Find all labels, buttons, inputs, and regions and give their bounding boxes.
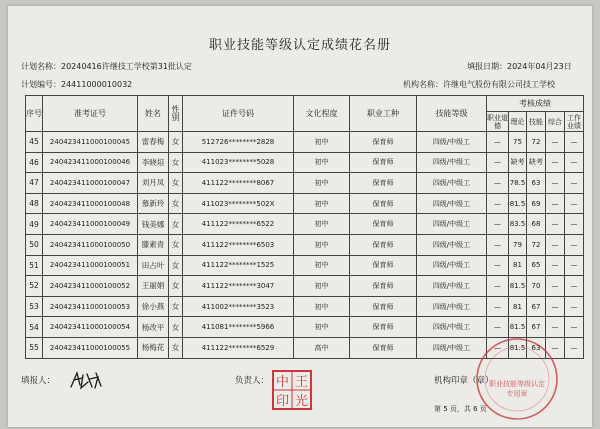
- cell-theory: 81: [509, 255, 527, 276]
- table-row: [26, 317, 584, 338]
- table-row: [26, 255, 584, 276]
- page-number: 第 5 页，共 6 页: [434, 405, 487, 413]
- cell-edu: 初中: [294, 132, 350, 153]
- cell-level: 四级/中级工: [417, 193, 487, 214]
- cell-skill: 缺考: [527, 152, 546, 173]
- cell-perf: —: [565, 317, 584, 338]
- cell-edu: 初中: [294, 193, 350, 214]
- cell-edu: 初中: [294, 173, 350, 194]
- cell-level: 四级/中级工: [417, 276, 487, 297]
- table-row: [26, 132, 584, 153]
- header-cert-no: 准考证号: [43, 96, 138, 132]
- organization: 机构名称：许继电气股份有限公司技工学校: [403, 80, 555, 89]
- cell-theory: 79: [509, 234, 527, 255]
- cell-name: 田占叶: [138, 255, 169, 276]
- cell-id: 411122********6503: [183, 234, 294, 255]
- cell-theory: 75: [509, 132, 527, 153]
- cell-theory: 81.5: [509, 276, 527, 297]
- cell-skill: 72: [527, 234, 546, 255]
- cell-overall: —: [546, 337, 565, 358]
- cell-ethics: —: [487, 132, 509, 153]
- cell-overall: —: [546, 317, 565, 338]
- cell-edu: 初中: [294, 152, 350, 173]
- cell-cert: 240423411000100053: [43, 296, 138, 317]
- cell-id: 411122********8067: [183, 173, 294, 194]
- cell-skill: 67: [527, 296, 546, 317]
- cell-seq: 45: [26, 132, 43, 153]
- cell-sex: 女: [169, 214, 183, 235]
- cell-cert: 240423411000100050: [43, 234, 138, 255]
- cell-id: 411023********502X: [183, 193, 294, 214]
- cell-id: 411081********5966: [183, 317, 294, 338]
- cell-ethics: —: [487, 152, 509, 173]
- subheader-overall: 综合: [546, 112, 565, 132]
- cell-perf: —: [565, 132, 584, 153]
- cell-skill: 65: [527, 255, 546, 276]
- cell-id: 512726********2828: [183, 132, 294, 153]
- cell-cert: 240423411000100048: [43, 193, 138, 214]
- seal-label: 机构印章（章）: [434, 376, 494, 386]
- cell-level: 四级/中级工: [417, 255, 487, 276]
- cell-cert: 240423411000100049: [43, 214, 138, 235]
- cell-overall: —: [546, 296, 565, 317]
- cell-seq: 55: [26, 337, 43, 358]
- header-id: 证件号码: [183, 96, 294, 132]
- cell-skill: 63: [527, 173, 546, 194]
- cell-ethics: —: [487, 337, 509, 358]
- fill-date: 填报日期：2024年04月23日: [467, 62, 572, 71]
- cell-overall: —: [546, 214, 565, 235]
- header-education: 文化程度: [294, 96, 350, 132]
- cell-id: 411002********3523: [183, 296, 294, 317]
- cell-name: 王丽娟: [138, 276, 169, 297]
- cell-seq: 51: [26, 255, 43, 276]
- cell-perf: —: [565, 234, 584, 255]
- cell-skill: 72: [527, 132, 546, 153]
- cell-level: 四级/中级工: [417, 337, 487, 358]
- cell-edu: 初中: [294, 317, 350, 338]
- cell-overall: —: [546, 193, 565, 214]
- cell-cert: 240423411000100051: [43, 255, 138, 276]
- cell-seq: 46: [26, 152, 43, 173]
- cell-sex: 女: [169, 255, 183, 276]
- cell-job: 保育师: [350, 234, 417, 255]
- score-table: [25, 95, 584, 359]
- cell-skill: 69: [527, 193, 546, 214]
- cell-job: 保育师: [350, 132, 417, 153]
- cell-ethics: —: [487, 234, 509, 255]
- subheader-performance: 工作业绩: [565, 112, 584, 132]
- cell-theory: 81.5: [509, 337, 527, 358]
- cell-skill: 63: [527, 337, 546, 358]
- cell-id: 411122********3047: [183, 276, 294, 297]
- table-row: [26, 276, 584, 297]
- table-row: [26, 173, 584, 194]
- cell-cert: 240423411000100052: [43, 276, 138, 297]
- cell-theory: 81.5: [509, 193, 527, 214]
- cell-ethics: —: [487, 173, 509, 194]
- cell-theory: 81: [509, 296, 527, 317]
- cell-sex: 女: [169, 193, 183, 214]
- cell-ethics: —: [487, 255, 509, 276]
- cell-seq: 52: [26, 276, 43, 297]
- cell-sex: 女: [169, 173, 183, 194]
- table-row: [26, 214, 584, 235]
- table-row: [26, 234, 584, 255]
- cell-perf: —: [565, 193, 584, 214]
- cell-job: 保育师: [350, 296, 417, 317]
- subheader-skill: 技能: [527, 112, 546, 132]
- cell-sex: 女: [169, 234, 183, 255]
- header-seq: 序号: [26, 96, 43, 132]
- cell-ethics: —: [487, 296, 509, 317]
- cell-perf: —: [565, 255, 584, 276]
- handwritten-signature: [68, 369, 104, 391]
- cell-cert: 240423411000100055: [43, 337, 138, 358]
- cell-seq: 54: [26, 317, 43, 338]
- responsible-label: 负责人：: [235, 376, 270, 386]
- cell-sex: 女: [169, 337, 183, 358]
- personal-seal-stamp: [271, 369, 313, 411]
- cell-job: 保育师: [350, 317, 417, 338]
- header-level: 技能等级: [417, 96, 487, 132]
- cell-overall: —: [546, 255, 565, 276]
- cell-theory: 81.5: [509, 317, 527, 338]
- cell-name: 杨梅花: [138, 337, 169, 358]
- table-row: [26, 296, 584, 317]
- cell-sex: 女: [169, 152, 183, 173]
- cell-sex: 女: [169, 132, 183, 153]
- cell-id: 411122********1525: [183, 255, 294, 276]
- cell-perf: —: [565, 214, 584, 235]
- table-row: [26, 193, 584, 214]
- cell-seq: 49: [26, 214, 43, 235]
- seal-inner-line-1: 职业技能等级认定: [489, 380, 545, 388]
- document-title: 职业技能等级认定成绩花名册: [208, 38, 391, 53]
- cell-sex: 女: [169, 296, 183, 317]
- cell-edu: 初中: [294, 296, 350, 317]
- header-job: 职业工种: [350, 96, 417, 132]
- cell-perf: —: [565, 152, 584, 173]
- cell-seq: 47: [26, 173, 43, 194]
- cell-id: 411023********5028: [183, 152, 294, 173]
- cell-ethics: —: [487, 214, 509, 235]
- seal-char: 王: [294, 375, 309, 390]
- cell-job: 保育师: [350, 173, 417, 194]
- cell-job: 保育师: [350, 193, 417, 214]
- cell-seq: 48: [26, 193, 43, 214]
- cell-perf: —: [565, 337, 584, 358]
- header-sex: 性别: [169, 96, 183, 132]
- cell-edu: 初中: [294, 255, 350, 276]
- seal-char: 印: [275, 394, 290, 409]
- cell-level: 四级/中级工: [417, 296, 487, 317]
- cell-skill: 68: [527, 214, 546, 235]
- cell-name: 慕新玲: [138, 193, 169, 214]
- header-name: 姓名: [138, 96, 169, 132]
- seal-char: 中: [275, 375, 290, 390]
- document-sheet: [8, 6, 592, 427]
- cell-name: 刘月凤: [138, 173, 169, 194]
- cell-cert: 240423411000100045: [43, 132, 138, 153]
- cell-overall: —: [546, 132, 565, 153]
- cell-ethics: —: [487, 193, 509, 214]
- cell-overall: —: [546, 276, 565, 297]
- cell-sex: 女: [169, 276, 183, 297]
- cell-job: 保育师: [350, 255, 417, 276]
- cell-overall: —: [546, 152, 565, 173]
- seal-char: 光: [294, 394, 309, 409]
- cell-seq: 53: [26, 296, 43, 317]
- seal-inner-line-2: 专用章: [506, 390, 528, 398]
- cell-name: 钱美娜: [138, 214, 169, 235]
- cell-level: 四级/中级工: [417, 173, 487, 194]
- cell-theory: 缺考: [509, 152, 527, 173]
- cell-perf: —: [565, 173, 584, 194]
- cell-theory: 83.5: [509, 214, 527, 235]
- cell-ethics: —: [487, 276, 509, 297]
- subheader-ethics: 职业道德: [487, 113, 508, 130]
- cell-job: 保育师: [350, 152, 417, 173]
- cell-overall: —: [546, 173, 565, 194]
- cell-overall: —: [546, 234, 565, 255]
- cell-level: 四级/中级工: [417, 152, 487, 173]
- cell-level: 四级/中级工: [417, 132, 487, 153]
- header-scores: 考核成绩: [487, 96, 584, 112]
- cell-name: 杨改平: [138, 317, 169, 338]
- cell-id: 411122********6522: [183, 214, 294, 235]
- cell-name: 徐小燕: [138, 296, 169, 317]
- cell-cert: 240423411000100046: [43, 152, 138, 173]
- cell-skill: 67: [527, 317, 546, 338]
- cell-perf: —: [565, 276, 584, 297]
- cell-cert: 240423411000100047: [43, 173, 138, 194]
- cell-id: 411122********6529: [183, 337, 294, 358]
- cell-edu: 初中: [294, 276, 350, 297]
- cell-name: 滕素青: [138, 234, 169, 255]
- table-row: [26, 152, 584, 173]
- cell-ethics: —: [487, 317, 509, 338]
- cell-name: 雷春梅: [138, 132, 169, 153]
- subheader-theory: 理论: [509, 112, 527, 132]
- cell-job: 保育师: [350, 276, 417, 297]
- cell-sex: 女: [169, 317, 183, 338]
- filler-label: 填报人：: [21, 376, 56, 386]
- cell-cert: 240423411000100054: [43, 317, 138, 338]
- cell-seq: 50: [26, 234, 43, 255]
- cell-edu: 初中: [294, 214, 350, 235]
- cell-skill: 70: [527, 276, 546, 297]
- plan-name: 计划名称：20240416许继技工学校第31批认定: [21, 62, 192, 71]
- cell-edu: 初中: [294, 234, 350, 255]
- cell-perf: —: [565, 296, 584, 317]
- cell-edu: 高中: [294, 337, 350, 358]
- cell-theory: 78.5: [509, 173, 527, 194]
- cell-level: 四级/中级工: [417, 317, 487, 338]
- cell-name: 李晓培: [138, 152, 169, 173]
- cell-level: 四级/中级工: [417, 234, 487, 255]
- cell-job: 保育师: [350, 337, 417, 358]
- cell-job: 保育师: [350, 214, 417, 235]
- cell-level: 四级/中级工: [417, 214, 487, 235]
- plan-number: 计划编号：24411000010032: [21, 80, 133, 89]
